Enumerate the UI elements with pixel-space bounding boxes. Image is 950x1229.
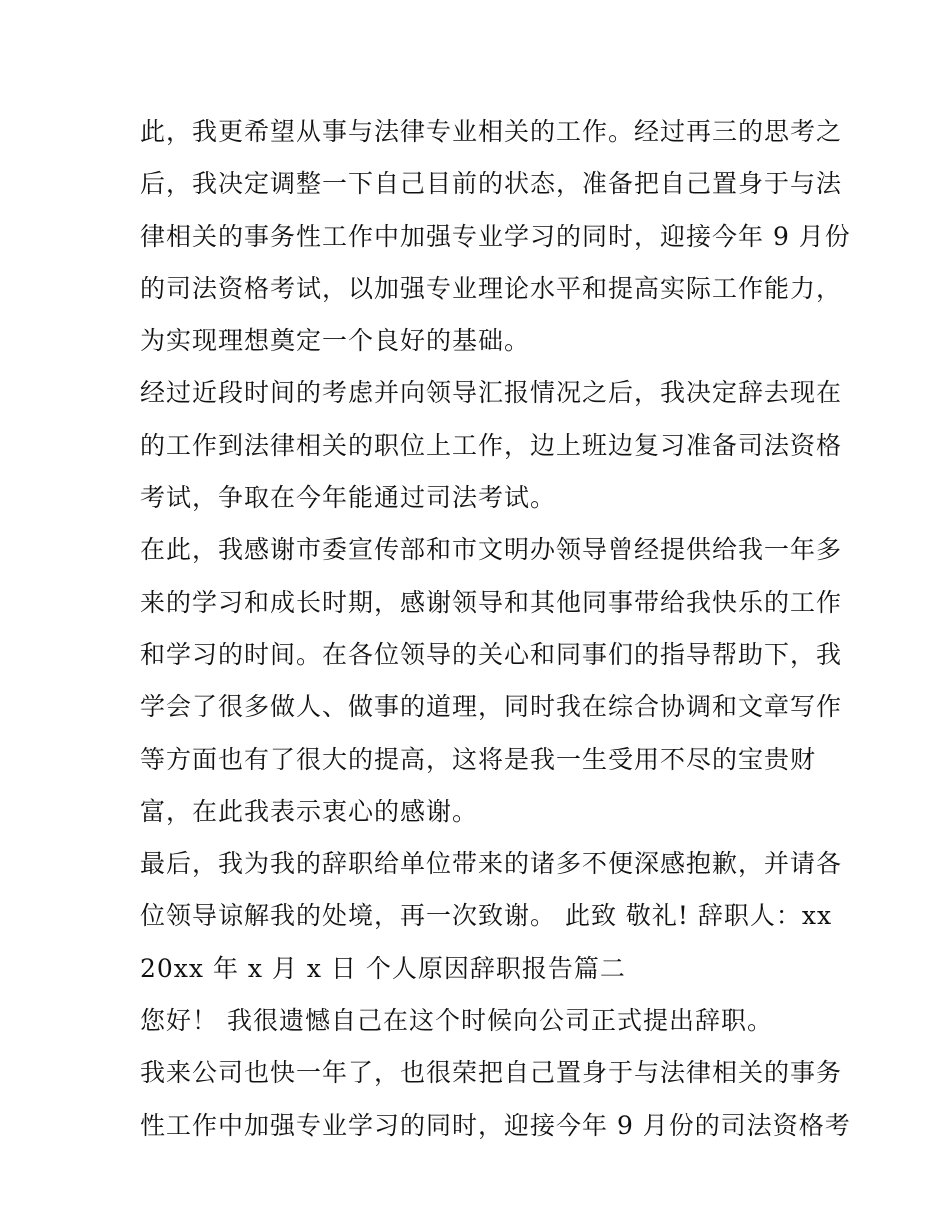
text-line: 后，我决定调整一下自己目前的状态，准备把自己置身于与法	[140, 169, 843, 199]
text-line: 位领导谅解我的处境，再一次致谢。 此致 敬礼! 辞职人：xx	[140, 901, 833, 931]
text-line: 等方面也有了很大的提高，这将是我一生受用不尽的宝贵财	[140, 744, 817, 774]
text-line: 此，我更希望从事与法律专业相关的工作。经过再三的思考之	[140, 117, 843, 146]
text-line: 的工作到法律相关的职位上工作，边上班边复习准备司法资格	[140, 430, 843, 460]
text-line: 经过近段时间的考虑并向领导汇报情况之后，我决定辞去现在	[140, 378, 843, 408]
text-line: 的司法资格考试，以加强专业理论水平和提高实际工作能力，	[140, 273, 843, 303]
text-line: 和学习的时间。在各位领导的关心和同事们的指导帮助下，我	[140, 639, 843, 669]
text-line: 最后，我为我的辞职给单位带来的诸多不便深感抱歉，并请各	[140, 849, 843, 879]
text-line: 考试，争取在今年能通过司法考试。	[140, 483, 557, 513]
text-line: 在此，我感谢市委宣传部和市文明办领导曾经提供给我一年多	[140, 535, 843, 565]
text-line: 来的学习和成长时期，感谢领导和其他同事带给我快乐的工作	[140, 587, 843, 617]
text-line: 您好！ 我很遗憾自己在这个时候向公司正式提出辞职。	[140, 1006, 773, 1036]
text-line: 富，在此我表示衷心的感谢。	[140, 796, 479, 826]
text-line: 律相关的事务性工作中加强专业学习的同时，迎接今年 9 月份	[140, 221, 851, 251]
text-line: 学会了很多做人、做事的道理，同时我在综合协调和文章写作	[140, 692, 843, 722]
text-line: 性工作中加强专业学习的同时，迎接今年 9 月份的司法资格考	[140, 1110, 851, 1140]
text-line: 为实现理想奠定一个良好的基础。	[140, 326, 531, 356]
text-line: 我来公司也快一年了，也很荣把自己置身于与法律相关的事务	[140, 1058, 843, 1088]
document-body	[140, 106, 851, 1152]
text-line: 20xx 年 x 月 x 日 个人原因辞职报告篇二	[140, 953, 626, 983]
